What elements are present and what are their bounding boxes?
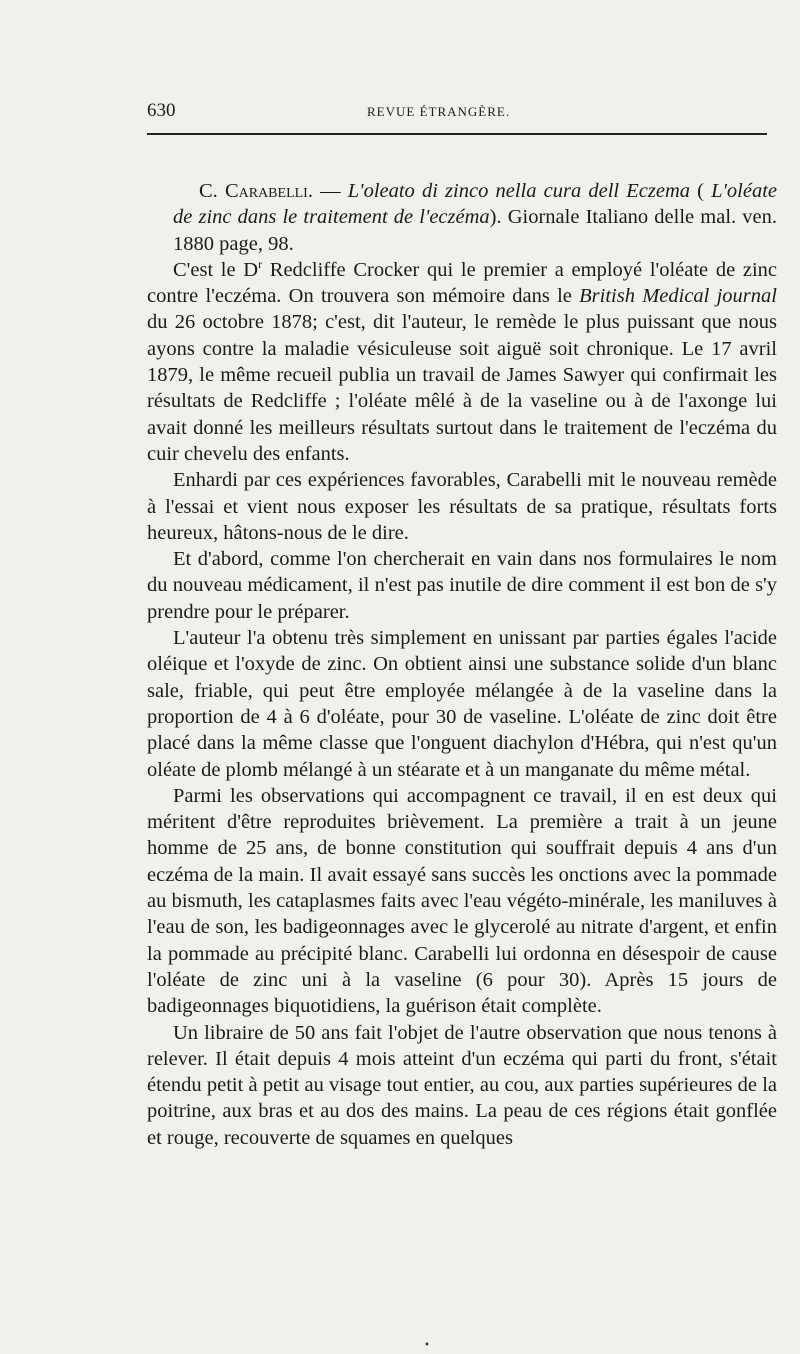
- header-rule: [147, 133, 767, 135]
- paragraph-1-text-c: du 26 octobre 1878; c'est, dit l'auteur, le remède le plus puissant que nous ayons contre la maladie vésiculeuse soit aiguë soit chronique. Le 17 avril 1879, le même recueil publia un travail de James Sawyer qui confirmait les résultats de Redcliffe ; l'oléate mêlé à de la vaseline ou à de l'axonge lui avait donné les meilleurs résultats surtout dans le traitement de l'eczéma du cuir chevelu des enfants.: [147, 311, 777, 465]
- reference-source: ). Giornale Italiano delle mal. ven. 1880 page, 98.: [173, 206, 777, 255]
- reference-paren: (: [690, 180, 712, 202]
- paragraph-1-text-a: C'est le D: [173, 258, 259, 281]
- footer-mark: •: [424, 1340, 430, 1351]
- article-body: [147, 178, 777, 1151]
- page-header: [147, 100, 747, 124]
- paragraph-3: Et d'abord, comme l'on chercherait en vain dans nos formulaires le nom du nouveau médicament, il n'est pas inutile de dire comment il est bon de s'y prendre pour le préparer.: [147, 548, 777, 623]
- reference-dash: —: [312, 180, 348, 202]
- paragraph-2: Enhardi par ces expériences favorables, Carabelli mit le nouveau remède à l'essai et vient nous exposer les résultats de sa pratique, résultats forts heureux, hâtons-nous de le dire.: [147, 469, 777, 544]
- paragraph-6: Un libraire de 50 ans fait l'objet de l'autre observation que nous tenons à relever. Il était depuis 4 mois atteint d'un eczéma qui parti du front, s'était étendu petit à petit au visage tout entier, au cou, aux parties supérieures de la poitrine, aux bras et au dos des mains. La peau de ces régions était gonflée et rouge, recouverte de squames en quelques: [147, 1021, 777, 1149]
- doctor-superscript: r: [258, 257, 263, 272]
- paragraph-4: L'auteur l'a obtenu très simplement en unissant par parties égales l'acide oléique et l'oxyde de zinc. On obtient ainsi une substance solide d'un blanc sale, friable, qui peut être employée mélangée à de la vaseline dans la proportion de 4 à 6 d'oléate, pour 30 de vaseline. L'oléate de zinc doit être placé dans la même classe que l'onguent diachylon d'Hébra, qui n'est qu'un oléate de plomb mélangé à un stéarate et à un manganate du même métal.: [147, 627, 777, 781]
- paragraph-5: Parmi les observations qui accompagnent ce travail, il en est deux qui méritent d'être reproduites brièvement. La première a trait à un jeune homme de 25 ans, de bonne constitution qui souffrait depuis 4 ans d'un eczéma de la main. Il avait essayé sans succès les onctions avec la pommade au bismuth, les cataplasmes faits avec l'eau végéto-minérale, les maniluves à l'eau de son, les badigeonnages avec le glycerolé au nitrate d'argent, et enfin la pommade au précipité blanc. Carabelli lui ordonna en désespoir de cause l'oléate de zinc uni à la vaseline (6 pour 30). Après 15 jours de badigeonnages biquotidiens, la guérison était complète.: [147, 784, 777, 1018]
- reference-title-french: L'oléate de zinc dans le traitement de l'eczéma: [173, 180, 778, 229]
- reference-author: C. Carabelli.: [199, 180, 313, 202]
- page-number: 630: [147, 100, 176, 121]
- journal-title: British Medical journal: [579, 285, 777, 308]
- bibliographic-reference: [147, 178, 777, 257]
- running-title: REVUE ÉTRANGÈRE.: [367, 104, 511, 119]
- reference-title-italian: L'oleato di zinco nella cura dell Eczema: [347, 180, 690, 202]
- paragraph-1: [147, 257, 777, 467]
- paragraph-1-text-b: Redcliffe Crocker qui le premier a employé l'oléate de zinc contre l'eczéma. On trouvera son mémoire dans le: [147, 258, 777, 308]
